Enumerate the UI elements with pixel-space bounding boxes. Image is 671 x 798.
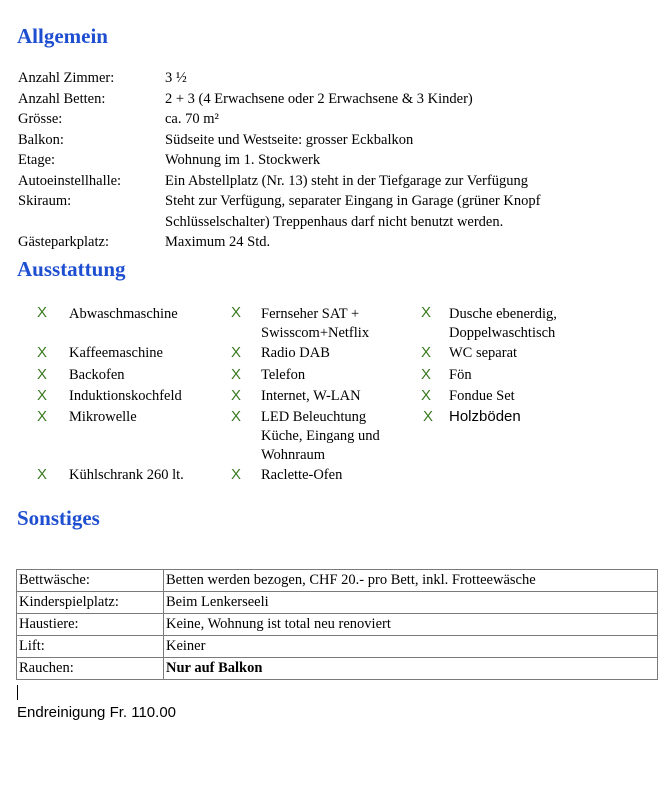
property-label: Skiraum: (18, 193, 72, 209)
feature-item: Telefon (261, 367, 306, 383)
check-icon: X (37, 344, 48, 361)
misc-table (16, 569, 658, 680)
property-value: Maximum 24 Std. (165, 234, 271, 250)
check-icon: X (37, 408, 48, 425)
property-label: Anzahl Betten: (18, 90, 106, 107)
check-icon: X (423, 408, 434, 425)
feature-item: Radio DAB (261, 345, 330, 361)
check-icon: X (231, 366, 242, 383)
table-value: Keine, Wohnung ist total neu renoviert (164, 614, 658, 636)
table-value: Betten werden bezogen, CHF 20.- pro Bett, inkl. Frotteewäsche (164, 570, 658, 592)
feature-item: Kaffeemaschine (69, 345, 163, 361)
property-list (18, 68, 638, 253)
property-row (18, 109, 638, 130)
property-row (18, 232, 638, 253)
table-label: Rauchen: (17, 658, 164, 680)
feature-item: Holzböden (449, 408, 521, 425)
property-row (18, 130, 638, 151)
table-label: Lift: (17, 636, 164, 658)
heading-allgemein: Allgemein (17, 24, 108, 48)
property-row (18, 68, 638, 89)
property-label: Grösse: (18, 111, 63, 127)
property-value: 2 + 3 (4 Erwachsene oder 2 Erwachsene & 3 Kinder) (165, 90, 473, 107)
table-row (17, 614, 658, 636)
property-label: Balkon: (18, 131, 64, 148)
check-icon: X (421, 366, 432, 383)
table-label: Bettwäsche: (17, 570, 164, 592)
feature-item: Kühlschrank 260 lt. (69, 467, 184, 483)
property-label: Anzahl Zimmer: (18, 70, 115, 86)
check-icon: X (231, 408, 242, 425)
check-icon: X (231, 466, 242, 483)
check-icon: X (231, 344, 242, 361)
heading-ausstattung: Ausstattung (17, 257, 126, 281)
check-icon: X (37, 366, 48, 383)
feature-item: Fernseher SAT + Swisscom+Netflix (261, 306, 370, 341)
feature-item: LED Beleuchtung Küche, Eingang und Wohnraum (261, 409, 380, 463)
feature-item: Dusche ebenerdig, Doppelwaschtisch (449, 306, 557, 341)
feature-item: WC separat (449, 345, 518, 361)
property-value: 3 ½ (165, 70, 187, 86)
property-label: Etage: (18, 152, 56, 168)
property-label: Autoeinstellhalle: (18, 172, 122, 189)
feature-item: Raclette-Ofen (261, 467, 343, 483)
check-icon: X (421, 387, 432, 404)
property-value: Wohnung im 1. Stockwerk (165, 152, 321, 168)
check-icon: X (421, 344, 432, 361)
table-row (17, 592, 658, 614)
footer-cleaning-fee: Endreinigung Fr. 110.00 (17, 704, 177, 721)
table-row (17, 658, 658, 680)
property-row (18, 150, 638, 171)
feature-item: Backofen (69, 367, 125, 383)
property-value: Ein Abstellplatz (Nr. 13) steht in der Tiefgarage zur Verfügung (165, 172, 528, 189)
table-label: Haustiere: (17, 614, 164, 636)
property-value: Steht zur Verfügung, separater Eingang in Garage (grüner Knopf Schlüsselschalter) Treppenhaus darf nicht benutzt werden. (165, 193, 541, 230)
feature-item: Fondue Set (449, 388, 515, 404)
table-value: Beim Lenkerseeli (164, 592, 658, 614)
feature-item: Internet, W-LAN (261, 388, 361, 404)
check-icon: X (37, 304, 48, 321)
check-icon: X (421, 304, 432, 321)
check-icon: X (231, 387, 242, 404)
table-row (17, 636, 658, 658)
check-icon: X (231, 304, 242, 321)
table-label: Kinderspielplatz: (17, 592, 164, 614)
feature-item: Fön (449, 367, 472, 383)
property-label: Gästeparkplatz: (18, 234, 109, 250)
text-cursor (17, 685, 18, 700)
property-value: Südseite und Westseite: grosser Eckbalkon (165, 131, 414, 148)
property-row (18, 171, 638, 192)
property-value: ca. 70 m² (165, 111, 219, 127)
feature-item: Mikrowelle (69, 409, 137, 425)
feature-item: Abwaschmaschine (69, 306, 178, 322)
feature-item: Induktionskochfeld (69, 388, 182, 404)
property-row (18, 89, 638, 110)
table-row (17, 570, 658, 592)
table-value: Nur auf Balkon (164, 658, 658, 680)
check-icon: X (37, 466, 48, 483)
property-row (18, 191, 638, 232)
table-value: Keiner (164, 636, 658, 658)
check-icon: X (37, 387, 48, 404)
heading-sonstiges: Sonstiges (17, 506, 100, 530)
